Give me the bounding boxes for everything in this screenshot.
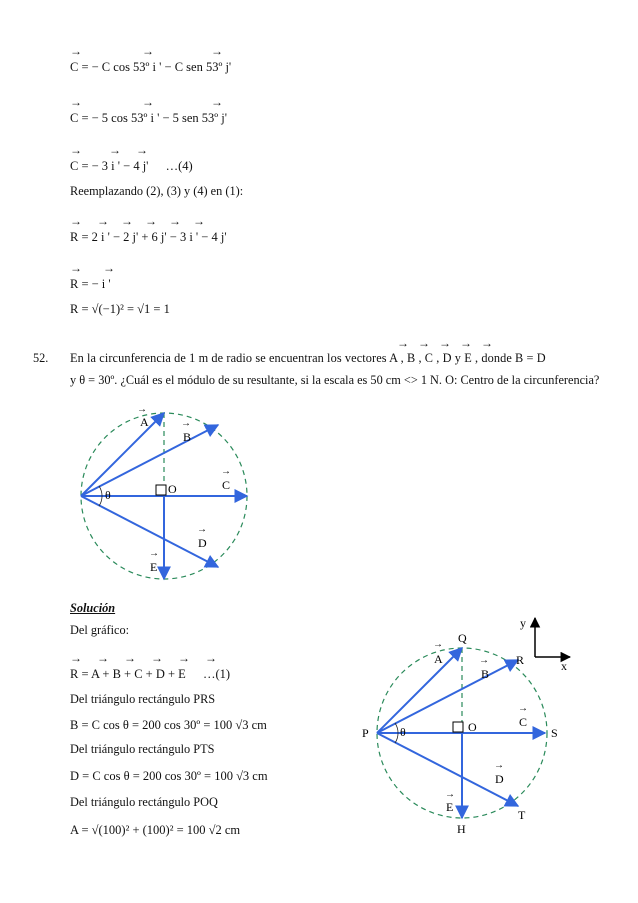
- label-a: A: [434, 652, 443, 666]
- label-t: T: [518, 808, 526, 822]
- circle-figure-1: [70, 395, 270, 585]
- arrow-glyph: →: [197, 524, 207, 535]
- label-q: Q: [458, 631, 467, 645]
- label-p: P: [362, 726, 369, 740]
- arrow-glyph: →: [137, 404, 147, 415]
- arrow-glyph: →: [518, 703, 528, 714]
- arrow-glyph: →: [181, 418, 191, 429]
- vector-a: [377, 648, 462, 733]
- from-graph-text: Del gráfico:: [70, 623, 130, 637]
- arrow-glyph: →: [221, 466, 231, 477]
- label-d: D: [198, 536, 207, 550]
- solution-heading: Solución: [70, 601, 116, 615]
- label-o: O: [168, 482, 177, 496]
- equation-r-1: R = 2 i ' − 2 j' + 6 j' − 3 i ' − 4 j': [70, 230, 227, 244]
- arrow-glyph: →: [445, 789, 455, 800]
- vector-b: [81, 425, 218, 496]
- label-e: E: [150, 560, 158, 574]
- label-b: B: [183, 430, 192, 444]
- label-b: B: [481, 667, 490, 681]
- label-s: S: [551, 726, 558, 740]
- equation-c-3-body: C = − 3 i ' − 4 j': [70, 159, 149, 173]
- vector-b: [377, 660, 518, 733]
- label-c: C: [222, 478, 231, 492]
- problem-number: 52.: [33, 351, 49, 365]
- equation-d: D = C cos θ = 200 cos 30º = 100 √3 cm: [70, 769, 268, 783]
- equation-c-2: C = − 5 cos 53º i ' − 5 sen 53º j': [70, 111, 228, 125]
- vector-arrows-row: → →: [70, 261, 115, 275]
- vector-arrows-row: → → → → →: [397, 336, 493, 350]
- right-angle-mark: [453, 722, 463, 732]
- label-d: D: [495, 772, 504, 786]
- vector-arrows-row: → → → → → →: [70, 214, 205, 228]
- label-theta: θ: [400, 725, 406, 739]
- circle-figure-2: [360, 612, 575, 840]
- equation-ref: …(1): [202, 667, 231, 681]
- vector-arrows-row: → → → → → →: [70, 651, 217, 665]
- equation-r-sum: [70, 667, 230, 682]
- equation-c-1: C = − C cos 53º i ' − C sen 53º j': [70, 60, 232, 74]
- problem-line-1: En la circunferencia de 1 m de radio se encuentran los vectores A , B , C , D y E , donde B = D: [70, 351, 546, 365]
- label-r: R: [516, 653, 525, 667]
- arrow-glyph: →: [433, 639, 443, 650]
- vector-arrows-row: → → →: [70, 44, 223, 58]
- replace-text: Reemplazando (2), (3) y (4) en (1):: [70, 184, 244, 198]
- equation-r-2: R = − i ': [70, 277, 111, 291]
- label-theta: θ: [105, 488, 111, 502]
- problem-line-2: y θ = 30º. ¿Cuál es el módulo de su resultante, si la escala es 50 cm <> 1 N. O: Centro de la circunferencia?: [70, 373, 600, 387]
- triangle-pts-text: Del triángulo rectángulo PTS: [70, 742, 215, 756]
- equation-a: A = √(100)² + (100)² = 100 √2 cm: [70, 823, 241, 837]
- axis-label-x: x: [561, 659, 567, 673]
- vector-a: [81, 413, 164, 496]
- label-h: H: [457, 822, 466, 836]
- equation-r-sum-body: R = A + B + C + D + E: [70, 667, 186, 681]
- equation-r-3: R = √(−1)² = √1 = 1: [70, 302, 170, 316]
- equation-b: B = C cos θ = 200 cos 30º = 100 √3 cm: [70, 718, 267, 732]
- vector-arrows-row: → → →: [70, 143, 148, 157]
- label-a: A: [140, 415, 149, 429]
- arrow-glyph: →: [479, 655, 489, 666]
- triangle-prs-text: Del triángulo rectángulo PRS: [70, 692, 216, 706]
- arrow-glyph: →: [149, 548, 159, 559]
- label-c: C: [519, 715, 528, 729]
- right-angle-mark: [156, 485, 166, 495]
- vector-arrows-row: → → →: [70, 95, 223, 109]
- triangle-poq-text: Del triángulo rectángulo POQ: [70, 795, 218, 809]
- equation-c-3: [70, 159, 193, 174]
- arrow-glyph: →: [494, 760, 504, 771]
- label-e: E: [446, 800, 454, 814]
- axis-label-y: y: [520, 616, 526, 630]
- label-o: O: [468, 720, 477, 734]
- equation-ref: …(4): [165, 159, 193, 173]
